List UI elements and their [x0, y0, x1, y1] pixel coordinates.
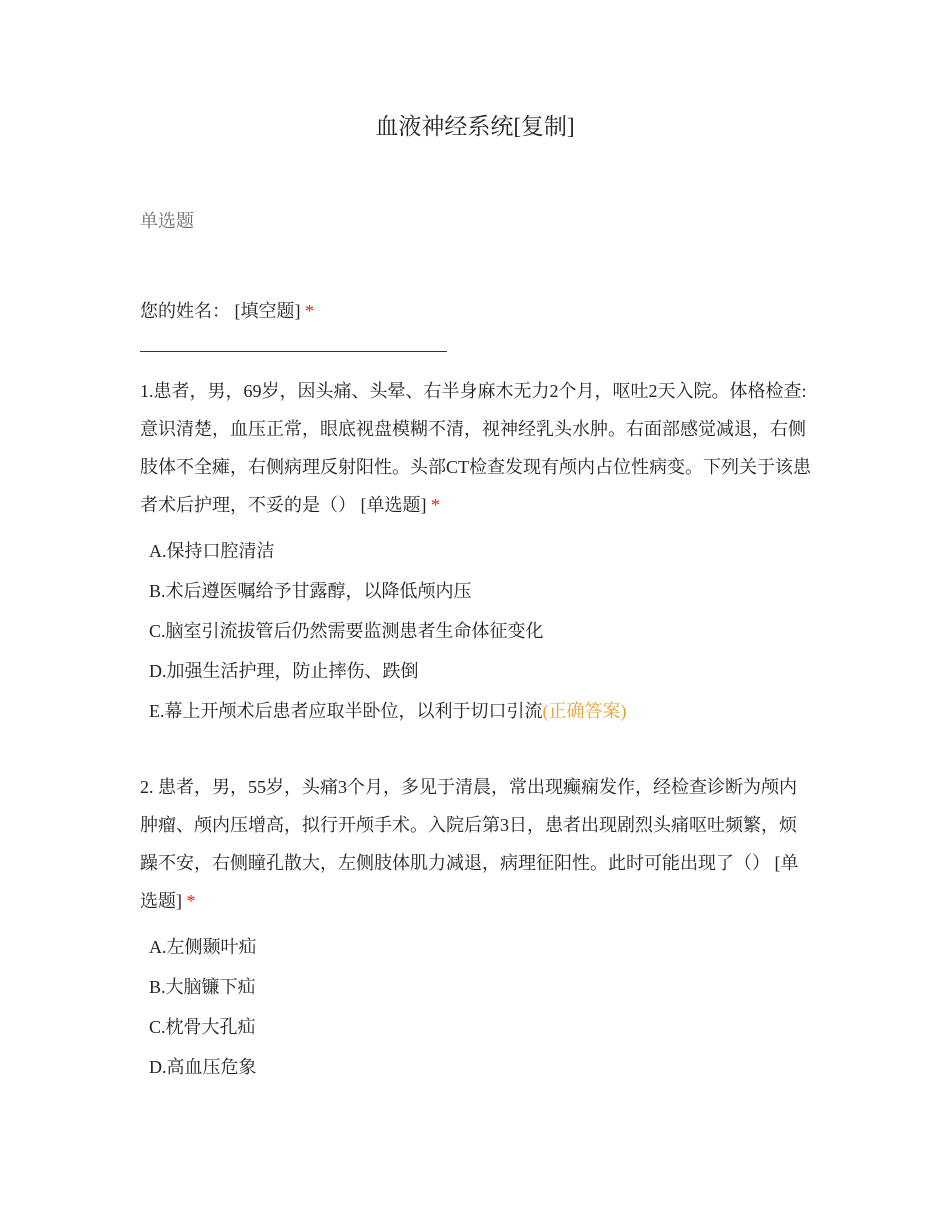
question-type-tag: [填空题]: [234, 301, 301, 321]
question-1-options: [149, 531, 627, 731]
option-b[interactable]: B.术后遵医嘱给予甘露醇，以降低颅内压: [149, 581, 472, 601]
required-mark: *: [431, 495, 440, 515]
question-2: [140, 768, 812, 920]
correct-answer-marker: (正确答案): [542, 701, 627, 721]
question-2-options: [149, 927, 257, 1087]
option-e-text: E.幕上开颅术后患者应取半卧位，以利于切口引流: [149, 701, 543, 721]
option-c[interactable]: C.枕骨大孔疝: [149, 1017, 256, 1037]
name-question: [140, 292, 812, 330]
required-mark: *: [305, 301, 314, 321]
option-c[interactable]: C.脑室引流拔管后仍然需要监测患者生命体征变化: [149, 621, 544, 641]
name-input-field[interactable]: [140, 351, 447, 352]
question-type-tag: [单选题]: [360, 495, 427, 515]
name-question-label: 您的姓名：: [140, 301, 230, 321]
option-a[interactable]: A.保持口腔清洁: [149, 541, 275, 561]
question-1: [140, 372, 812, 524]
option-d[interactable]: D.加强生活护理，防止摔伤、跌倒: [149, 661, 419, 681]
question-1-text: 1.患者，男，69岁，因头痛、头晕、右半身麻木无力2个月，呕吐2天入院。体格检查:意识清楚，血压正常，眼底视盘模糊不清，视神经乳头水肿。右面部感觉减退，右侧肢体不全瘫，右侧病理反射阳性。头部CT检查发现有颅内占位性病变。下列关于该患者术后护理，不妥的是（）: [140, 381, 811, 515]
option-b[interactable]: B.大脑镰下疝: [149, 977, 256, 997]
question-type-tag: [单选题]: [140, 853, 799, 911]
option-d[interactable]: D.高血压危象: [149, 1057, 257, 1077]
option-e[interactable]: [149, 691, 627, 731]
page-title: 血液神经系统[复制]: [375, 114, 575, 139]
question-2-text: 2. 患者，男，55岁，头痛3个月，多见于清晨，常出现癫痫发作，经检查诊断为颅内肿瘤、颅内压增高，拟行开颅手术。入院后第3日，患者出现剧烈头痛呕吐频繁，烦躁不安，右侧瞳孔散大，左侧肢体肌力减退，病理征阳性。此时可能出现了（）: [140, 777, 797, 873]
section-label: 单选题: [140, 211, 194, 231]
required-mark: *: [186, 891, 196, 911]
option-a[interactable]: A.左侧颞叶疝: [149, 937, 257, 957]
